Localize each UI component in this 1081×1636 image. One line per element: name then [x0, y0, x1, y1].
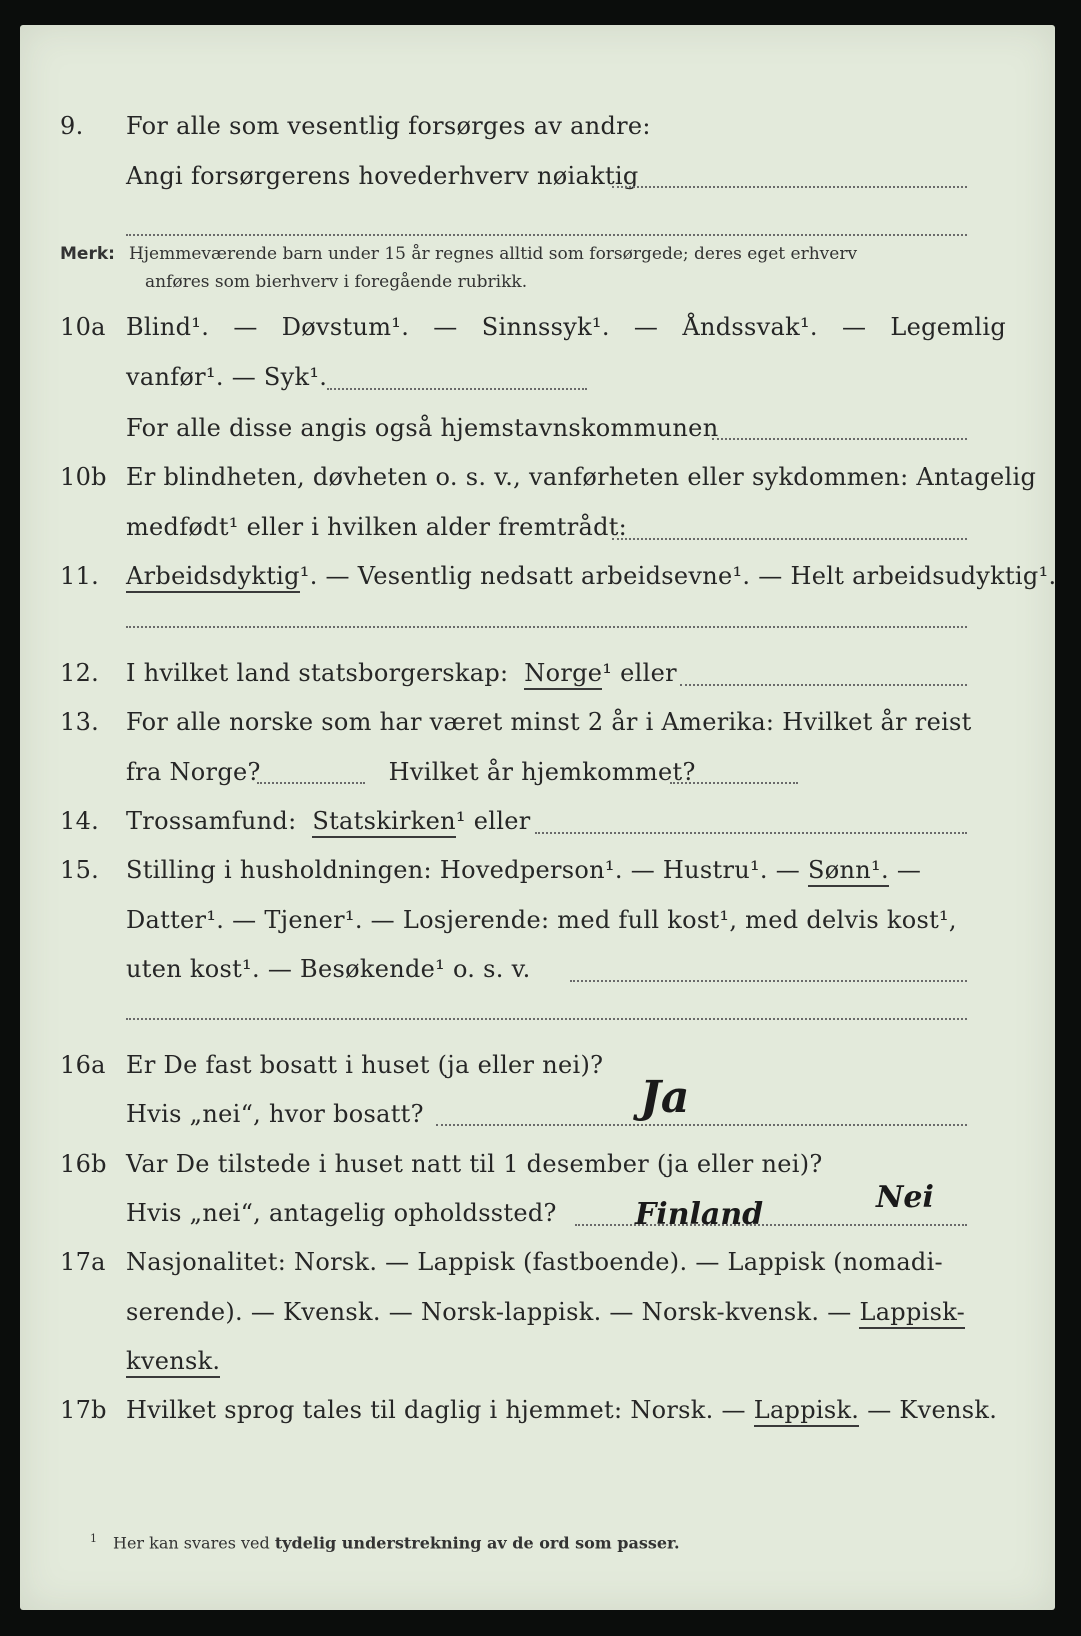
q10b-answer-line[interactable]	[612, 538, 967, 540]
merk-label: Merk:	[60, 244, 115, 264]
q17b-line	[60, 1396, 1010, 1424]
q16b-answer-line[interactable]	[575, 1224, 967, 1226]
q17a-line2	[60, 1298, 1010, 1326]
q16a-where-label: Hvis „nei“, hvor bosatt?	[126, 1100, 424, 1128]
q12-prefix: I hvilket land statsborgerskap:	[126, 659, 509, 687]
footnote-bold-text: tydelig understrekning av de ord som passer.	[274, 1533, 680, 1553]
q13-left-label: fra Norge?	[126, 758, 261, 786]
q15-line2-text: Datter¹. — Tjener¹. — Losjerende: med full kost¹, med delvis kost¹,	[126, 906, 957, 934]
footnote	[90, 1532, 680, 1552]
q15-line1-prefix: Stilling i husholdningen: Hovedperson¹. — Hustru¹. —	[126, 856, 801, 884]
q15-number: 15.	[60, 856, 100, 884]
q12-norge-underlined: Norge	[524, 659, 602, 690]
q16b-place-label: Hvis „nei“, antagelig opholdssted?	[126, 1199, 557, 1227]
q16b-line2	[60, 1199, 1010, 1227]
q11-number: 11.	[60, 562, 100, 590]
q13-text: For alle norske som har været minst 2 år i Amerika: Hvilket år reist	[126, 708, 972, 736]
footnote-text: Her kan svares ved	[113, 1533, 270, 1553]
q9-answer-line-2[interactable]	[126, 234, 967, 236]
q10b-number: 10b	[60, 463, 107, 491]
q14-line	[60, 807, 1010, 835]
merk-note	[60, 240, 857, 269]
q16a-handwritten-answer: Ja	[640, 1072, 690, 1123]
q10a-home-municipality-label: For alle disse angis også hjemstavnskommunen	[126, 414, 719, 442]
q10b-text: Er blindheten, døvheten o. s. v., vanførheten eller sykdommen: Antagelig	[126, 463, 1037, 491]
q9-answer-line[interactable]	[612, 186, 967, 188]
q17a-line3	[60, 1347, 1010, 1375]
q16b-text: Var De tilstede i huset natt til 1 desember (ja eller nei)?	[126, 1150, 823, 1178]
q16b-handwritten-answer: Nei	[876, 1180, 934, 1215]
q10b-age-label: medfødt¹ eller i hvilken alder fremtrådt:	[126, 513, 628, 541]
q16a-text: Er De fast bosatt i huset (ja eller nei)?	[126, 1051, 604, 1079]
q14-answer-line[interactable]	[535, 832, 967, 834]
q15-line3-text: uten kost¹. — Besøkende¹ o. s. v.	[126, 955, 531, 983]
q13-number: 13.	[60, 708, 100, 736]
q10b-line1	[60, 463, 1037, 491]
q13-left-year-line[interactable]	[257, 782, 365, 784]
q14-church-underlined: Statskirken	[312, 807, 456, 838]
q10a-municipality-line[interactable]	[712, 438, 967, 440]
q10a-number: 10a	[60, 313, 106, 341]
q17b-number: 17b	[60, 1396, 107, 1424]
q9-text: For alle som vesentlig forsørges av andre:	[126, 112, 651, 140]
q11-answer-line[interactable]	[126, 626, 967, 628]
q10a-line1	[60, 313, 1010, 341]
q17a-text: Nasjonalitet: Norsk. — Lappisk (fastboende). — Lappisk (nomadi-	[126, 1248, 943, 1276]
q10a-options: Blind¹. — Døvstum¹. — Sinnssyk¹. — Åndssvak¹. — Legemlig	[126, 313, 1006, 341]
q11-able-underlined: Arbeidsdyktig	[126, 562, 300, 593]
q13-return-label: Hvilket år hjemkommet?	[388, 758, 696, 786]
q15-line3	[60, 955, 1010, 983]
q17a-line1	[60, 1248, 1010, 1276]
q14-number: 14.	[60, 807, 100, 835]
q15-son-underlined: Sønn¹.	[808, 856, 889, 887]
q10a-sick-line[interactable]	[327, 388, 587, 390]
q16a-number: 16a	[60, 1051, 106, 1079]
q11-rest: ¹. — Vesentlig nedsatt arbeidsevne¹. — Helt arbeidsudyktig¹.	[299, 562, 1057, 590]
q17b-lappish-underlined: Lappisk.	[754, 1396, 860, 1427]
q13-line1	[60, 708, 1010, 736]
q17b-prefix: Hvilket sprog tales til daglig i hjemmet: Norsk. —	[126, 1396, 746, 1424]
q15-line1: 15. Stilling i husholdningen: Hovedperson¹. — Hustru¹. — Sønn¹. —	[60, 856, 1010, 884]
q17a-line2-prefix: serende). — Kvensk. — Norsk-lappisk. — Norsk-kvensk. —	[126, 1298, 852, 1326]
q17b-suffix: — Kvensk.	[867, 1396, 998, 1424]
q17a-lappish-underlined: Lappisk-	[859, 1298, 965, 1329]
q16b-number: 16b	[60, 1150, 107, 1178]
q14-suffix: ¹ eller	[455, 807, 531, 835]
q12-suffix: ¹ eller	[602, 659, 677, 687]
footnote-mark: 1	[90, 1532, 97, 1545]
q12-answer-line[interactable]	[680, 684, 967, 686]
q12-number: 12.	[60, 659, 100, 687]
q15-line2	[60, 906, 1010, 934]
q15-answer-line-2[interactable]	[126, 1018, 967, 1020]
q12-line	[60, 659, 1010, 687]
q10a-line2	[60, 363, 1010, 391]
q9-provider-label: Angi forsørgerens hovederhverv nøiaktig	[126, 162, 639, 190]
q11-line	[60, 562, 1057, 590]
merk-line1: Hjemmeværende barn under 15 år regnes alltid som forsørgede; deres eget erhverv	[128, 244, 858, 264]
q14-prefix: Trossamfund:	[126, 807, 297, 835]
merk-note-line2: anføres som bierhverv i foregående rubrikk.	[145, 272, 528, 292]
q16b-handwritten-place: Finland	[635, 1197, 764, 1232]
q13-line2	[60, 758, 1010, 786]
q15-answer-line[interactable]	[570, 980, 967, 982]
q9-number: 9.	[60, 112, 84, 140]
q10a-line2-text: vanfør¹. — Syk¹.	[126, 363, 328, 391]
q9-line1	[60, 112, 1010, 140]
q17a-kvensk-underlined: kvensk.	[126, 1347, 220, 1378]
q16a-line1	[60, 1051, 1010, 1079]
q13-return-year-line[interactable]	[670, 782, 798, 784]
q10b-line2	[60, 513, 1010, 541]
q16b-line1	[60, 1150, 1010, 1178]
q16a-answer-line[interactable]	[436, 1124, 967, 1126]
q17a-number: 17a	[60, 1248, 106, 1276]
